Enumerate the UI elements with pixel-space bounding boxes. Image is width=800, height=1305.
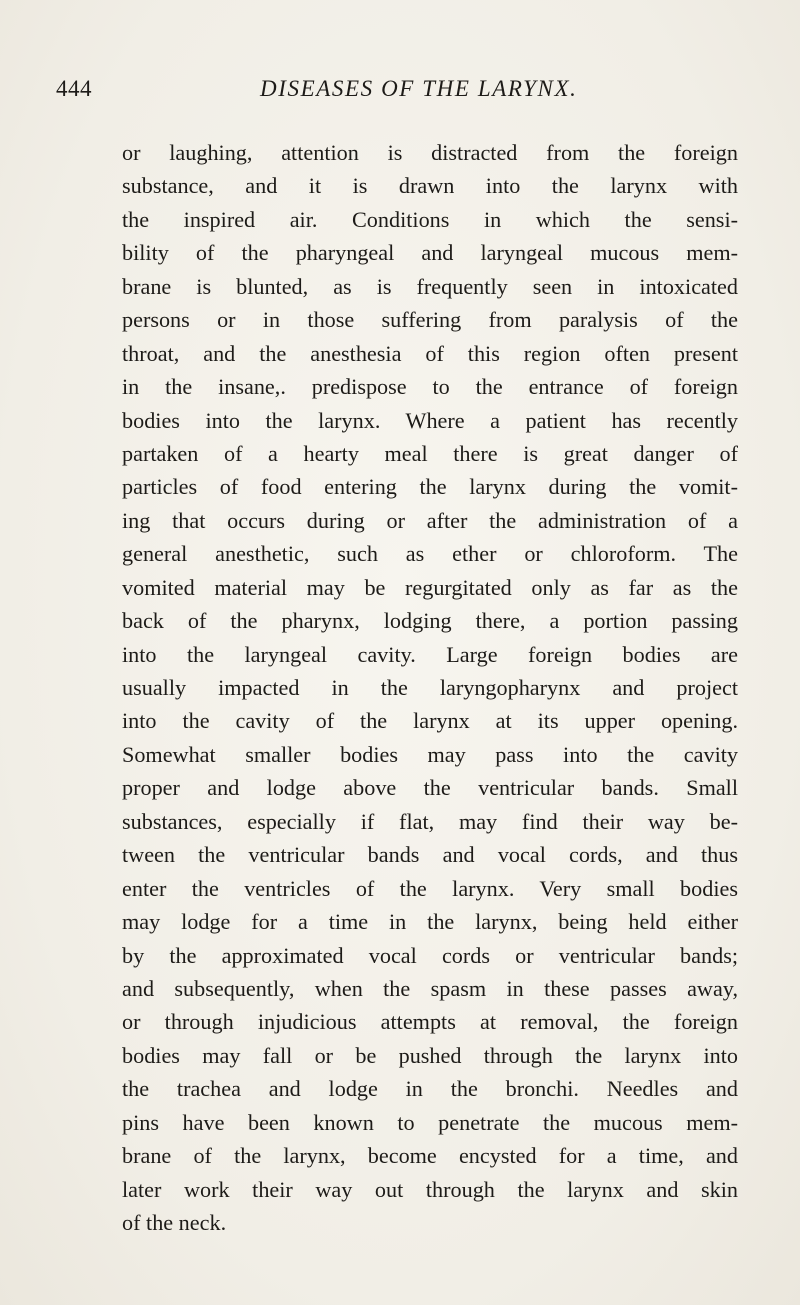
text-line: usually impacted in the laryngopharynx and project	[122, 675, 738, 700]
text-line: or through injudicious attempts at removal, the foreign	[122, 1009, 738, 1035]
text-line: into the cavity of the larynx at its upper opening.	[122, 708, 738, 734]
text-line: the inspired air. Conditions in which the sensi-	[122, 206, 738, 232]
text-line: by the approximated vocal cords or ventricular bands;	[122, 942, 738, 968]
text-line: or laughing, attention is distracted from the foreign	[122, 140, 738, 165]
text-line: persons or in those suffering from paralysis of the	[122, 307, 738, 333]
text-line: substances, especially if flat, may find their way be-	[122, 808, 738, 834]
text-line: bodies may fall or be pushed through the larynx into	[122, 1042, 738, 1068]
text-line: later work their way out through the larynx and skin	[122, 1176, 738, 1202]
running-head	[56, 76, 746, 108]
text-line: bodies into the larynx. Where a patient has recently	[122, 407, 738, 433]
text-line: into the laryngeal cavity. Large foreign bodies are	[122, 641, 738, 667]
text-line: may lodge for a time in the larynx, being held either	[122, 909, 738, 935]
text-line: and subsequently, when the spasm in these passes away,	[122, 975, 738, 1001]
text-line: pins have been known to penetrate the mucous mem-	[122, 1109, 738, 1135]
text-line: in the insane,. predispose to the entrance of foreign	[122, 374, 738, 400]
text-line: proper and lodge above the ventricular bands. Small	[122, 775, 738, 801]
text-line: partaken of a hearty meal there is great danger of	[122, 440, 738, 466]
text-line: vomited material may be regurgitated only as far as the	[122, 574, 738, 600]
text-line: the trachea and lodge in the bronchi. Needles and	[122, 1076, 738, 1102]
text-line: brane of the larynx, become encysted for a time, and	[122, 1143, 738, 1169]
text-line: bility of the pharyngeal and laryngeal mucous mem-	[122, 240, 738, 266]
running-title: DISEASES OF THE LARYNX.	[260, 76, 578, 101]
text-line: ing that occurs during or after the administration of a	[122, 507, 738, 533]
text-line: throat, and the anesthesia of this region often present	[122, 340, 738, 366]
text-line: substance, and it is drawn into the larynx with	[122, 173, 738, 199]
text-line: general anesthetic, such as ether or chloroform. The	[122, 541, 738, 567]
text-line: enter the ventricles of the larynx. Very small bodies	[122, 875, 738, 901]
body-paragraph	[122, 136, 738, 1239]
text-line: of the neck.	[122, 1210, 227, 1235]
page-number: 444	[56, 76, 92, 101]
text-line: brane is blunted, as is frequently seen in intoxicated	[122, 273, 738, 299]
text-line: Somewhat smaller bodies may pass into the cavity	[122, 741, 738, 767]
text-line: back of the pharynx, lodging there, a portion passing	[122, 608, 738, 634]
text-line: particles of food entering the larynx during the vomit-	[122, 474, 738, 500]
text-line: tween the ventricular bands and vocal cords, and thus	[122, 842, 738, 868]
